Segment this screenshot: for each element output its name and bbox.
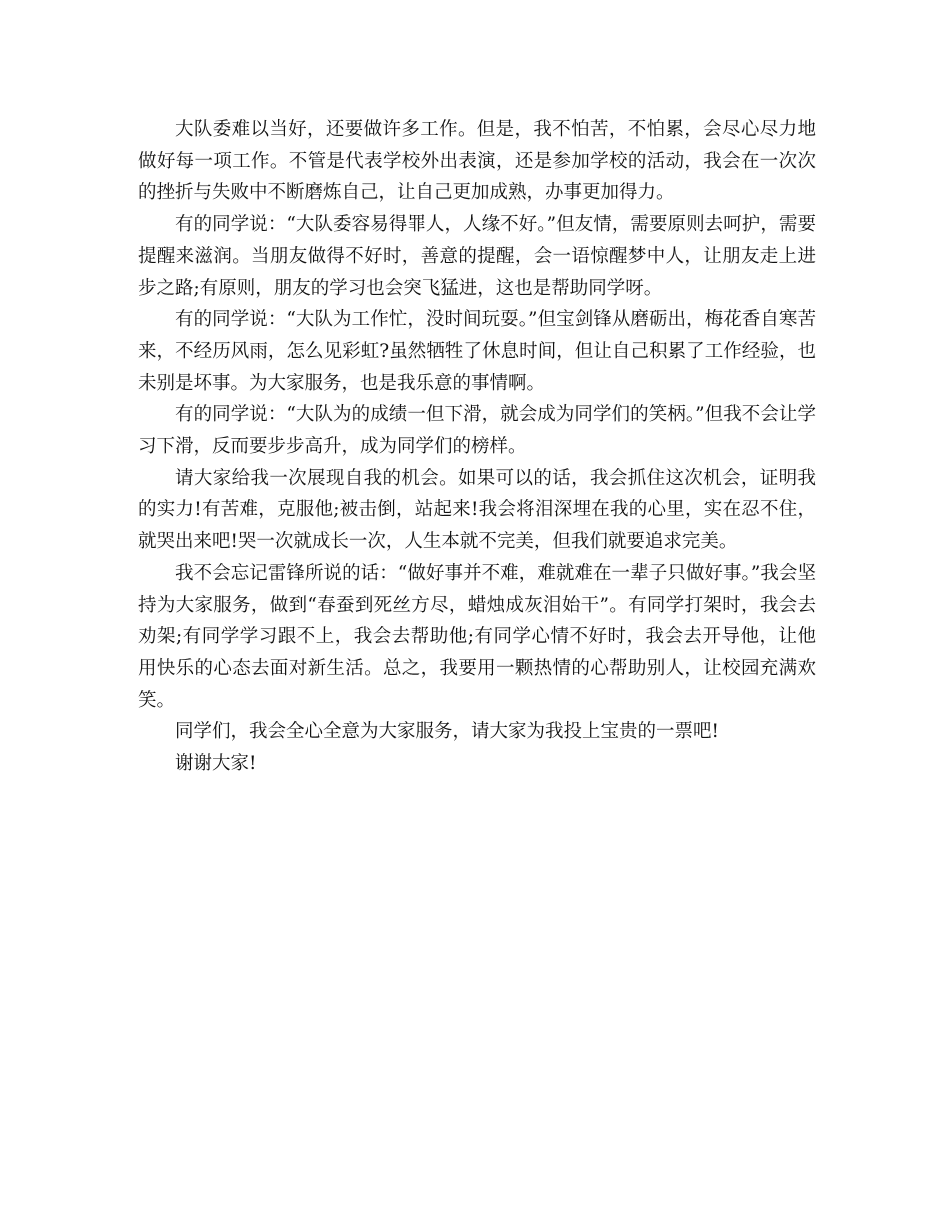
paragraph-7: 同学们，我会全心全意为大家服务，请大家为我投上宝贵的一票吧! — [175, 721, 719, 743]
paragraph-3: 有的同学说：“大队为工作忙，没时间玩耍。”但宝剑锋从磨砺出，梅花香自寒苦来，不经历风雨，怎么见彩虹?虽然牺牲了休息时间，但让自己积累了工作经验，也未别是坏事。为大家服务，也是我乐意的事情啊。 — [138, 309, 816, 394]
speech-body — [138, 114, 816, 780]
paragraph-8: 谢谢大家! — [175, 753, 257, 775]
paragraph-6: 我不会忘记雷锋所说的话：“做好事并不难，难就难在一辈子只做好事。”我会坚持为大家服务，做到“春蚕到死丝方尽，蜡烛成灰泪始干”。有同学打架时，我会去劝架;有同学学习跟不上，我会去帮助他;有同学心情不好时，我会去开导他，让他用快乐的心态去面对新生活。总之，我要用一颗热情的心帮助别人，让校园充满欢笑。 — [138, 562, 816, 711]
paragraph-5: 请大家给我一次展现自我的机会。如果可以的话，我会抓住这次机会，证明我的实力!有苦难，克服他;被击倒，站起来!我会将泪深埋在我的心里，实在忍不住，就哭出来吧!哭一次就成长一次，人生本就不完美，但我们就要追求完美。 — [138, 467, 816, 553]
paragraph-2: 有的同学说：“大队委容易得罪人，人缘不好。”但友情，需要原则去呵护，需要提醒来滋润。当朋友做得不好时，善意的提醒，会一语惊醒梦中人，让朋友走上进步之路;有原则，朋友的学习也会突飞猛进，这也是帮助同学呀。 — [138, 214, 816, 299]
paragraph-1: 大队委难以当好，还要做许多工作。但是，我不怕苦，不怕累，会尽心尽力地做好每一项工作。不管是代表学校外出表演，还是参加学校的活动，我会在一次次的挫折与失败中不断磨炼自己，让自己更加成熟，办事更加得力。 — [138, 119, 816, 204]
paragraph-4: 有的同学说：“大队为的成绩一但下滑，就会成为同学们的笑柄。”但我不会让学习下滑，反而要步步高升，成为同学们的榜样。 — [138, 404, 816, 458]
